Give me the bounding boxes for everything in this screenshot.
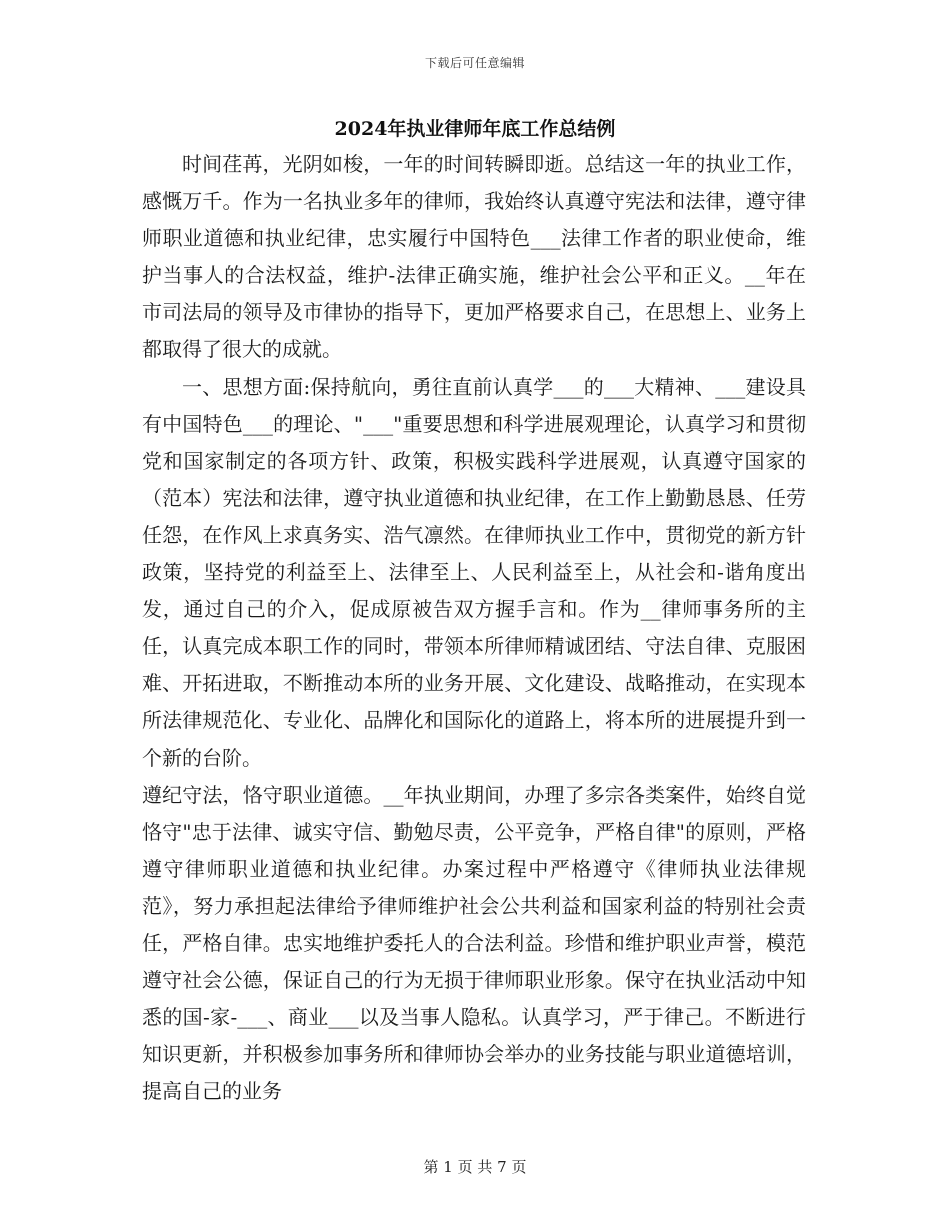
page-number: 第 1 页 共 7 页 xyxy=(423,1158,527,1176)
paragraph-ideology: 一、思想方面:保持航向，勇往直前认真学___的___大精神、___建设具有中国特色___的理论、"___"重要思想和科学进展观理论，认真学习和贯彻党和国家制定的各项方针、政策，积极实践科学进展观，认真遵守国家的（范本）宪法和法律，遵守执业道德和执业纪律，在工作上勤勤恳恳、任劳任怨，在作风上求真务实、浩气凛然。在律师执业工作中，贯彻党的新方针政策，坚持党的利益至上、法律至上、人民利益至上，从社会和-谐角度出发，通过自己的介入，促成原被告双方握手言和。作为__律师事务所的主任，认真完成本职工作的同时，带领本所律师精诚团结、守法自律、克服困难、开拓进取，不断推动本所的业务开展、文化建设、战略推动，在实现本所法律规范化、专业化、品牌化和国际化的道路上，将本所的进展提升到一个新的台阶。 xyxy=(142,374,806,770)
document-body xyxy=(142,146,806,1110)
paragraph-intro: 时间荏苒，光阴如梭，一年的时间转瞬即逝。总结这一年的执业工作，感慨万千。作为一名执业多年的律师，我始终认真遵守宪法和法律，遵守律师职业道德和执业纪律，忠实履行中国特色___法律工作者的职业使命，维护当事人的合法权益，维护-法律正确实施，维护社会公平和正义。__年在市司法局的领导及市律协的指导下，更加严格要求自己，在思想上、业务上都取得了很大的成就。 xyxy=(142,152,806,362)
header-note: 下载后可任意编辑 xyxy=(424,56,525,70)
document-title: 2024年执业律师年底工作总结例 xyxy=(334,118,616,140)
paragraph-discipline: 遵纪守法，恪守职业道德。__年执业期间，办理了多宗各类案件，始终自觉恪守"忠于法律、诚实守信、勤勉尽责，公平竞争，严格自律"的原则，严格遵守律师职业道德和执业纪律。办案过程中严格遵守《律师执业法律规范》，努力承担起法律给予律师维护社会公共利益和国家利益的特别社会责任，严格自律。忠实地维护委托人的合法利益。珍惜和维护职业声誉，模范遵守社会公德，保证自己的行为无损于律师职业形象。保守在执业活动中知悉的国-家-___、商业___以及当事人隐私。认真学习，严于律己。不断进行知识更新，并积极参加事务所和律师协会举办的业务技能与职业道德培训，提高自己的业务 xyxy=(142,782,806,1104)
